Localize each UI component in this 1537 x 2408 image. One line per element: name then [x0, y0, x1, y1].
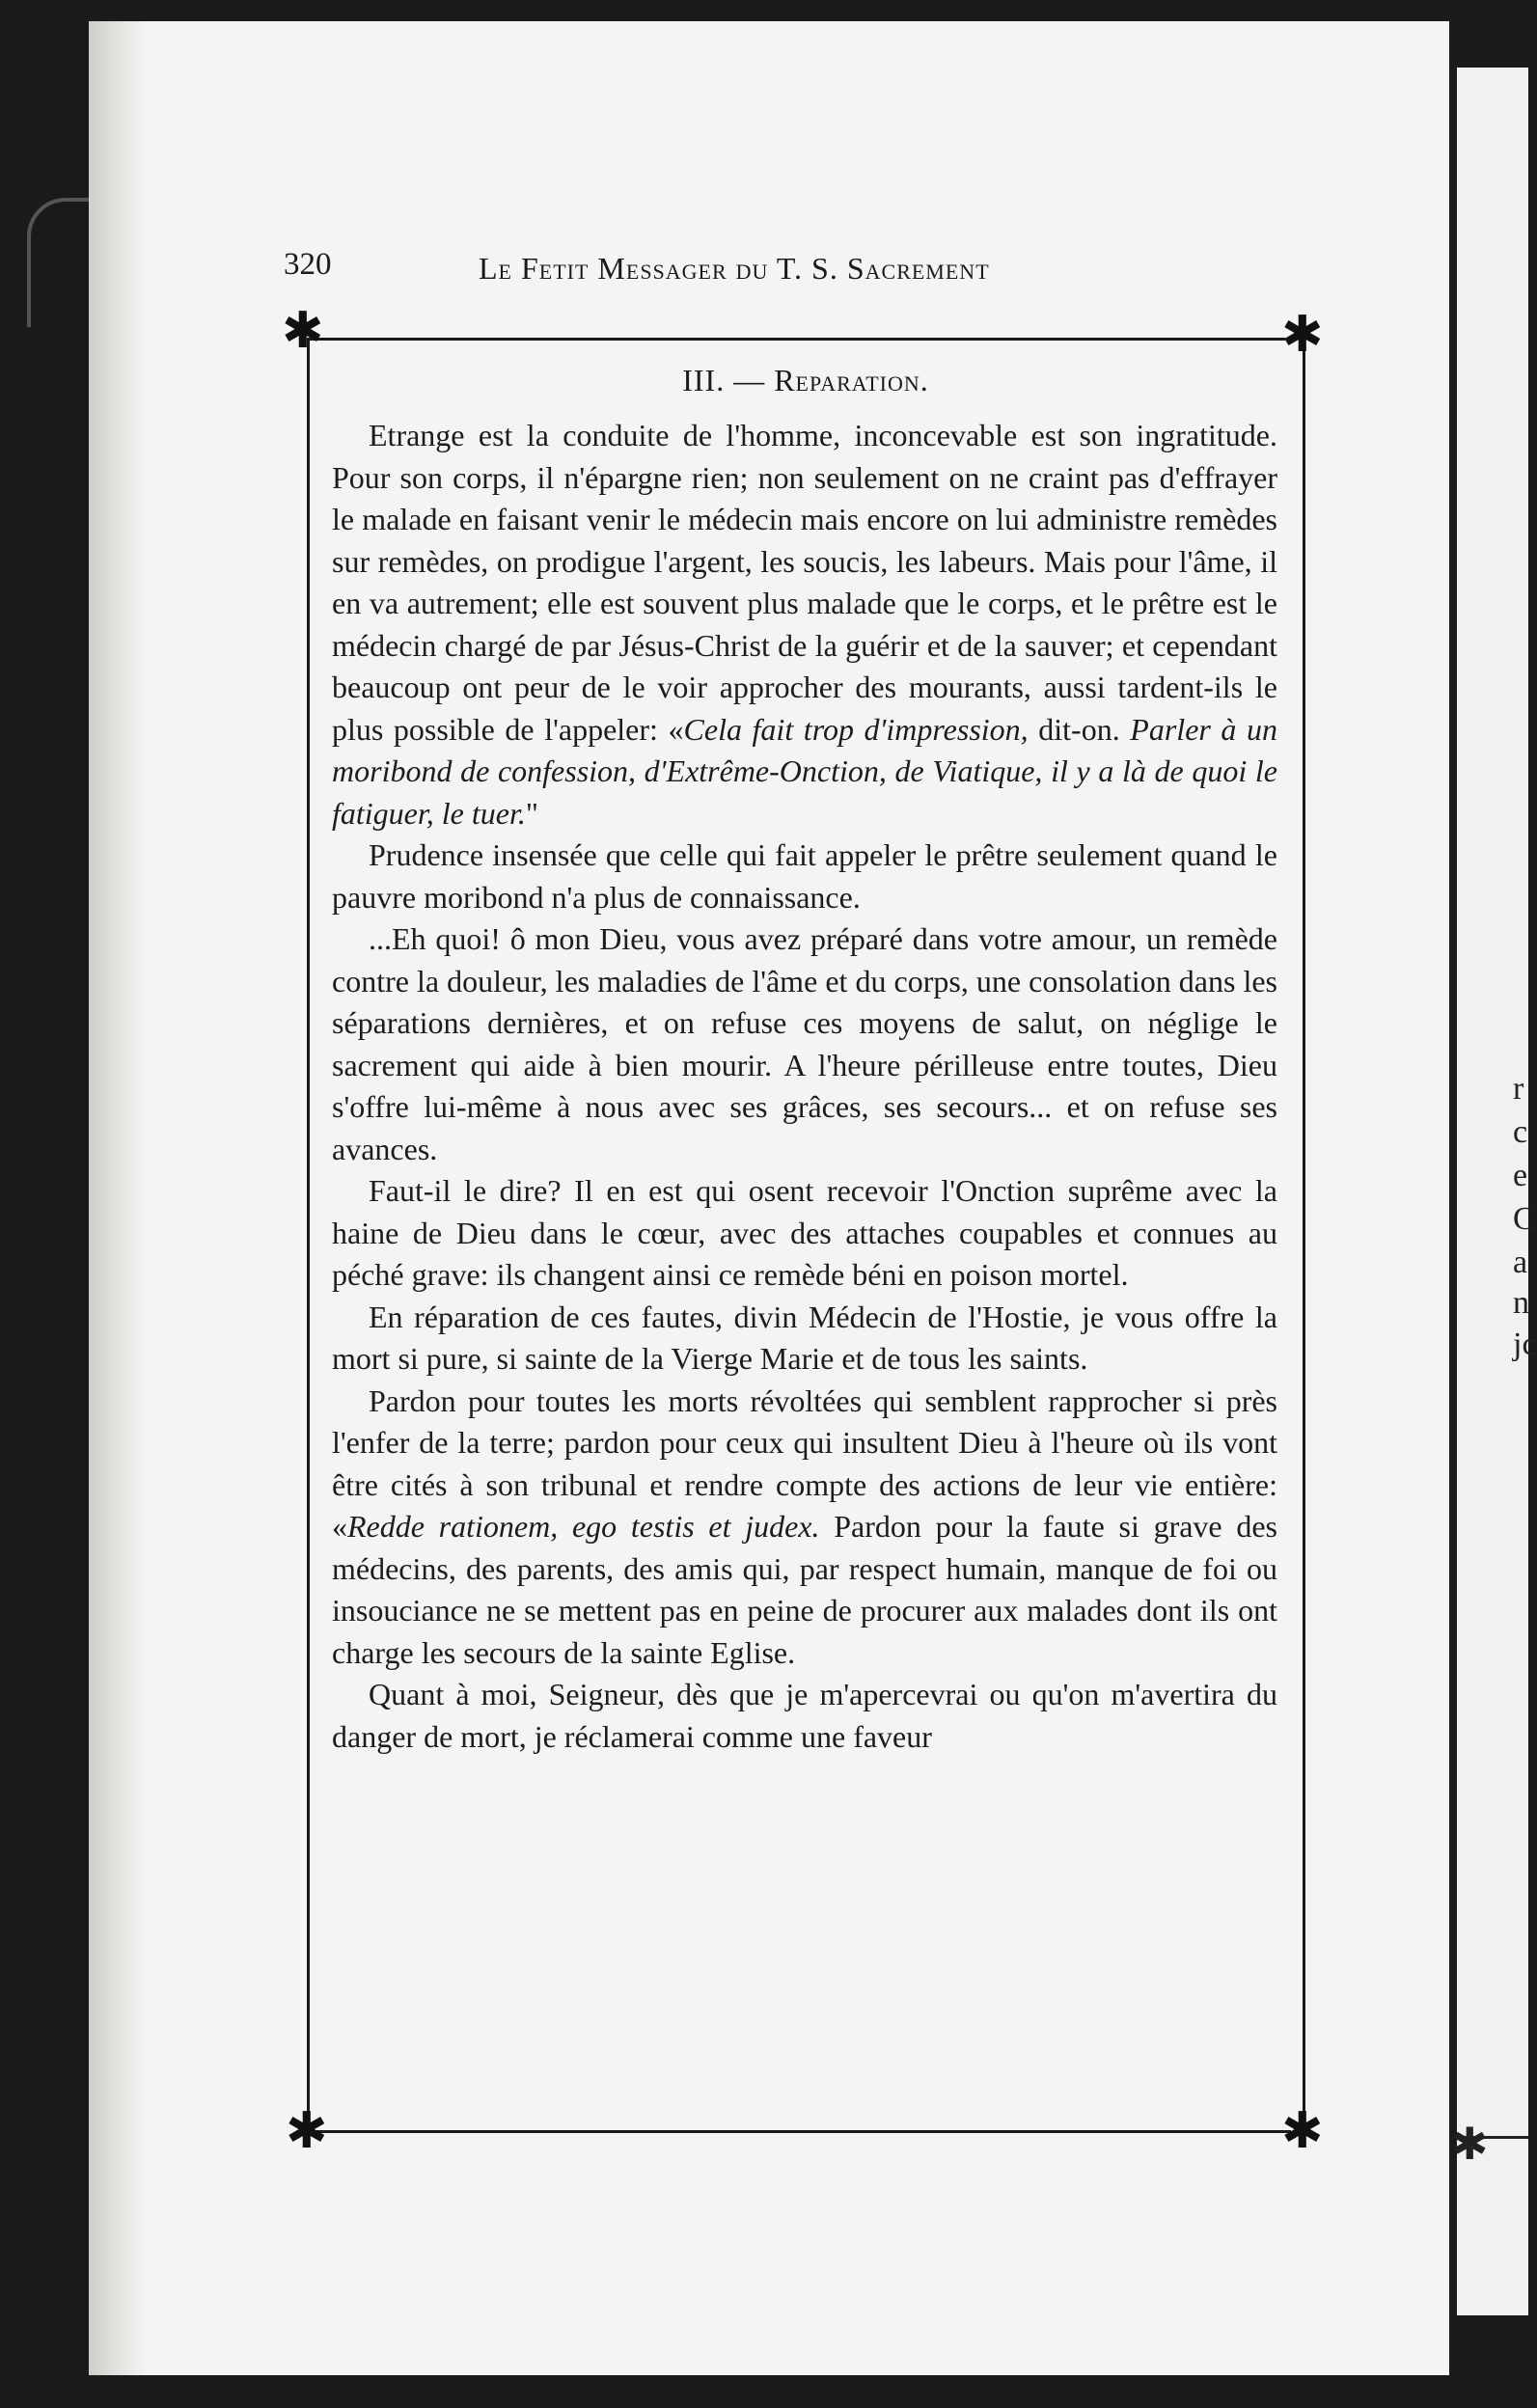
paragraph: En réparation de ces fautes, divin Médecin de l'Hostie, je vous offre la mort si pure, si sainte de la Vierge Marie et de tous les saints.	[332, 1299, 1277, 1376]
frame-left-rule	[307, 338, 310, 2132]
paragraph: Quant à moi, Seigneur, dès que je m'apercevrai ou qu'on m'avertira du danger de mort, je réclamerai comme une faveur	[332, 1677, 1277, 1754]
adjacent-letter: c	[1513, 1114, 1528, 1150]
page-gutter-shadow	[89, 21, 147, 2375]
body-text	[332, 415, 1277, 1758]
page-curl	[27, 198, 89, 327]
paragraph: Etrange est la conduite de l'homme, inconcevable est son ingratitude. Pour son corps, il n'épargne rien; non seulement on ne craint pas d'effrayer le malade en faisant venir le médecin mais encore on lui administre remèdes sur remèdes, on prodigue l'argent, les soucis, les labeurs. Mais pour l'âme, il en va autrement; elle est souvent plus malade que le corps, et le prêtre est le médecin chargé de par Jésus-Christ de la guérir et de la sauver; et cependant beaucoup ont peur de le voir approcher des mourants, aussi tardent-ils le plus possible de l'appeler: «Cela fait trop d'impression, dit-on. Parler à un moribond de confession, d'Extrême-Onction, de Viatique, il y a là de quoi le fatiguer, le tuer."	[332, 418, 1278, 831]
running-title: Le Fetit Messager du T. S. Sacrement	[479, 251, 990, 286]
adjacent-page-edge	[1457, 68, 1537, 2315]
star-ornament-icon: ✱	[1281, 2104, 1324, 2159]
star-ornament-icon: ✱	[1451, 2120, 1489, 2169]
scan-background	[0, 0, 89, 2408]
section-heading: III. — Reparation.	[682, 363, 929, 397]
frame-bottom-rule	[307, 2130, 1291, 2133]
adjacent-letter: n	[1513, 1285, 1529, 1321]
paragraph: ...Eh quoi! ô mon Dieu, vous avez préparé dans votre amour, un remède contre la douleur, les maladies de l'âme et du corps, une consolation dans les séparations dernières, et on refuse ces moyens de salut, on néglige le sacrement qui aide à bien mourir. A l'heure périlleuse entre toutes, Dieu s'offre lui-même à nous avec ses grâces, ses secours... et on refuse ses avances.	[332, 921, 1277, 1166]
paragraph: Prudence insensée que celle qui fait appeler le prêtre seulement quand le pauvre moribond n'a plus de connaissance.	[332, 837, 1277, 915]
page-number: 320	[284, 247, 332, 282]
adjacent-letter: jc	[1513, 1327, 1537, 1362]
star-ornament-icon: ✱	[282, 304, 324, 359]
adjacent-letter: C	[1513, 1201, 1535, 1237]
star-ornament-icon: ✱	[286, 2104, 328, 2159]
star-ornament-icon: ✱	[1281, 308, 1324, 363]
adjacent-letter: r	[1513, 1071, 1524, 1107]
adjacent-letter: e	[1513, 1158, 1528, 1193]
adjacent-letter: a	[1513, 1245, 1528, 1280]
paragraph: Faut-il le dire? Il en est qui osent recevoir l'Onction suprême avec la haine de Dieu dans le cœur, avec des attaches coupables et connues au péché grave: ils changent ainsi ce remède béni en poison mortel.	[332, 1173, 1277, 1292]
frame-top-rule	[307, 338, 1285, 341]
paragraph: Pardon pour toutes les morts révoltées qui semblent rapprocher si près l'enfer de la terre; pardon pour ceux qui insultent Dieu à l'heure où ils vont être cités à son tribunal et rendre compte des actions de leur vie entière: «Redde rationem, ego testis et judex. Pardon pour la faute si grave des médecins, des parents, des amis qui, par respect humain, manque de foi ou insouciance ne se mettent pas en peine de procurer aux malades dont ils ont charge les secours de la sainte Eglise.	[332, 1382, 1278, 1670]
frame-right-rule	[1303, 338, 1305, 2132]
